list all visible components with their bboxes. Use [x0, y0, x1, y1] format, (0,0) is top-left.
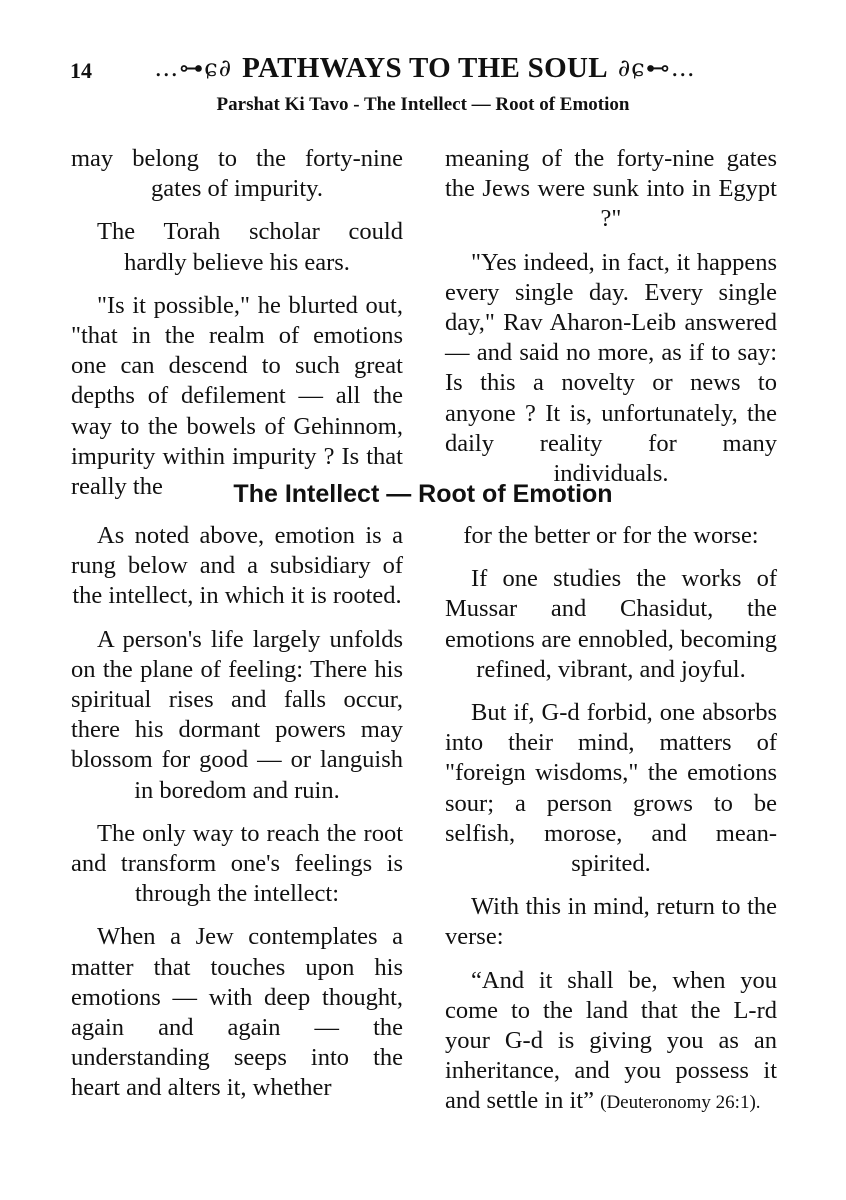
paragraph: meaning of the forty-nine gates the Jews were sunk into in Egypt ?"	[445, 145, 777, 233]
running-header	[130, 48, 720, 88]
top-left-column	[71, 144, 403, 515]
verse-citation: (Deuteronomy 26:1).	[600, 1092, 761, 1114]
paragraph: The Torah scholar could hardly believe his ears.	[97, 218, 403, 276]
paragraph: A person's life largely unfolds on the plane of feeling: There his spiritual rises and falls occur, there his dormant powers may blossom for good — or languish in boredom and ruin.	[71, 625, 403, 804]
section-heading: The Intellect — Root of Emotion	[233, 480, 613, 508]
verse-paragraph	[445, 966, 777, 1119]
paragraph: As noted above, emotion is a rung below and a subsidiary of the intellect, in which it is rooted.	[71, 522, 403, 610]
paragraph: "Yes indeed, in fact, it happens every single day. Every single day," Rav Aharon-Leib answered — and said no more, as if to say: Is this a novelty or news to anyone ? It is, unfortunately, the daily reality for many individuals.	[445, 248, 777, 488]
paragraph: "Is it possible," he blurted out, "that in the realm of emotions one can descend to such great depths of defilement — all the way to the bowels of Gehinnom, impurity within impurity ? Is that really the	[71, 291, 403, 501]
paragraph: The only way to reach the root and transform one's feelings is through the intellect:	[71, 819, 403, 908]
chapter-subtitle: Parshat Ki Tavo - The Intellect — Root of Emotion	[216, 94, 630, 115]
verse-text: “And it shall be, when you come to the land that the L-rd your G-d is giving you as an inheritance, and you possess it and settle in it”	[445, 966, 777, 1115]
ornament-right: ∂ɕ⊷…	[617, 54, 696, 82]
page-number: 14	[70, 58, 92, 83]
paragraph: When a Jew contemplates a matter that touches upon his emotions — with deep thought, again and again — the understanding seeps into the heart and alters it, whether	[71, 923, 403, 1102]
paragraph: If one studies the works of Mussar and Chasidut, the emotions are ennobled, becoming refined, vibrant, and joyful.	[445, 565, 777, 683]
paragraph: With this in mind, return to the verse:	[445, 893, 777, 951]
bottom-right-column	[445, 521, 777, 1132]
running-title: PATHWAYS TO THE SOUL	[242, 51, 608, 84]
paragraph: for the better or for the worse:	[463, 522, 759, 549]
paragraph: may belong to the forty-nine gates of impurity.	[71, 145, 403, 203]
ornament-left: …⊶ɕ∂	[154, 54, 233, 82]
top-right-column	[445, 144, 777, 502]
bottom-left-column	[71, 521, 403, 1117]
paragraph: But if, G-d forbid, one absorbs into their mind, matters of "foreign wisdoms," the emotions sour; a person grows to be selfish, morose, and mean-spirited.	[445, 699, 777, 878]
